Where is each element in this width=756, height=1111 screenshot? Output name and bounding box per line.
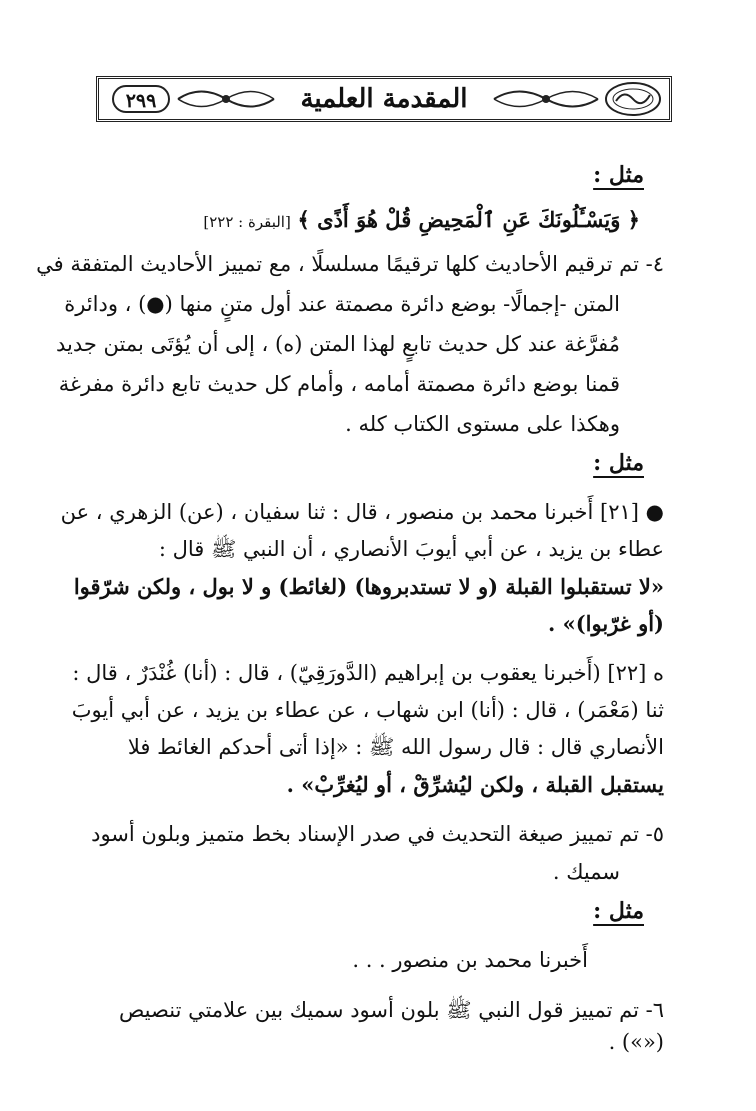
- ornament-left-icon: [176, 82, 276, 116]
- item-4-paragraph: [36, 244, 664, 444]
- calligraphy-emblem-icon: [604, 81, 662, 117]
- item-4-line-4: قمنا بوضع دائرة مصمتة أمامه ، وأمام كل حديث تابع دائرة مفرغة: [58, 372, 620, 396]
- item-4-line-5: وهكذا على مستوى الكتاب كله .: [345, 412, 620, 436]
- ornament-right-icon: [492, 82, 600, 116]
- quran-verse: ﴿ وَيَسْـَٔلُونَكَ عَنِ ٱلْمَحِيضِ قُلْ هُوَ أَذًى ﴾: [297, 207, 640, 232]
- item-4-line-2: المتن -إجمالًا- بوضع دائرة مصمتة عند أول متنٍ منها (●) ، ودائرة: [64, 292, 620, 316]
- page-number: ٢٩٩: [112, 85, 170, 113]
- example-3-line: أَخبرنا محمد بن منصور . . .: [352, 948, 588, 972]
- hadith-21-line-4: (أو غرّبوا)» .: [547, 611, 664, 636]
- hadith-22-block: [71, 655, 664, 803]
- page-title: المقدمة العلمية: [300, 84, 468, 114]
- page-header: [96, 76, 672, 122]
- hadith-22-line-3: الأنصاري قال : قال رسول الله ﷺ : «إذا أتى أحدكم الغائط فلا: [127, 735, 664, 759]
- item-6-line: ٦- تم تمييز قول النبي ﷺ بلون أسود سميك بين علامتي تنصيص («») .: [118, 998, 664, 1054]
- item-5-line-2: سميك .: [552, 860, 620, 884]
- hadith-21-line-3: «لا تستقبلوا القبلة (و لا تستدبروها) (لغائط) و لا بول ، ولكن شرّقوا: [73, 574, 664, 599]
- hadith-22-line-1: ه [٢٢] (أَخبرنا يعقوب بن إبراهيم (الدَّورَقِيّ) ، قال : (أنا) غُنْدَرٌ ، قال :: [72, 661, 664, 685]
- hadith-22-line-4: يستقبل القبلة ، ولكن ليُشرِّقْ ، أو ليُغرِّبْ» .: [286, 772, 664, 797]
- item-4-line-1: ٤- تم ترقيم الأحاديث كلها ترقيمًا مسلسلًا ، مع تمييز الأحاديث المتفقة في: [36, 252, 664, 276]
- example-heading-1: مثل :: [593, 162, 644, 188]
- item-5-paragraph: [91, 815, 664, 891]
- quran-reference: [البقرة : ٢٢٢]: [203, 213, 291, 231]
- item-5-line-1: ٥- تم تمييز صيغة التحديث في صدر الإسناد بخط متميز وبلون أسود: [91, 822, 664, 846]
- hadith-21-line-1: ● [٢١] أَخبرنا محمد بن منصور ، قال : ثنا سفيان ، (عن) الزهري ، عن: [60, 500, 664, 524]
- example-heading-3: مثل :: [593, 898, 644, 924]
- hadith-21-line-2: عطاء بن يزيد ، عن أبي أيوبَ الأنصاري ، أن النبي ﷺ قال :: [158, 537, 664, 561]
- hadith-21-block: [60, 494, 664, 642]
- item-4-line-3: مُفرَّغة عند كل حديث تابعٍ لهذا المتن (ه) ، إلى أن يُؤتَى بمتن جديد: [55, 332, 620, 356]
- quran-verse-line: [100, 204, 640, 238]
- hadith-22-line-2: ثنا (مَعْمَر) ، قال : (أنا) ابن شهاب ، عن عطاء بن يزيد ، عن أبي أيوبَ: [71, 698, 664, 722]
- example-heading-2: مثل :: [593, 450, 644, 476]
